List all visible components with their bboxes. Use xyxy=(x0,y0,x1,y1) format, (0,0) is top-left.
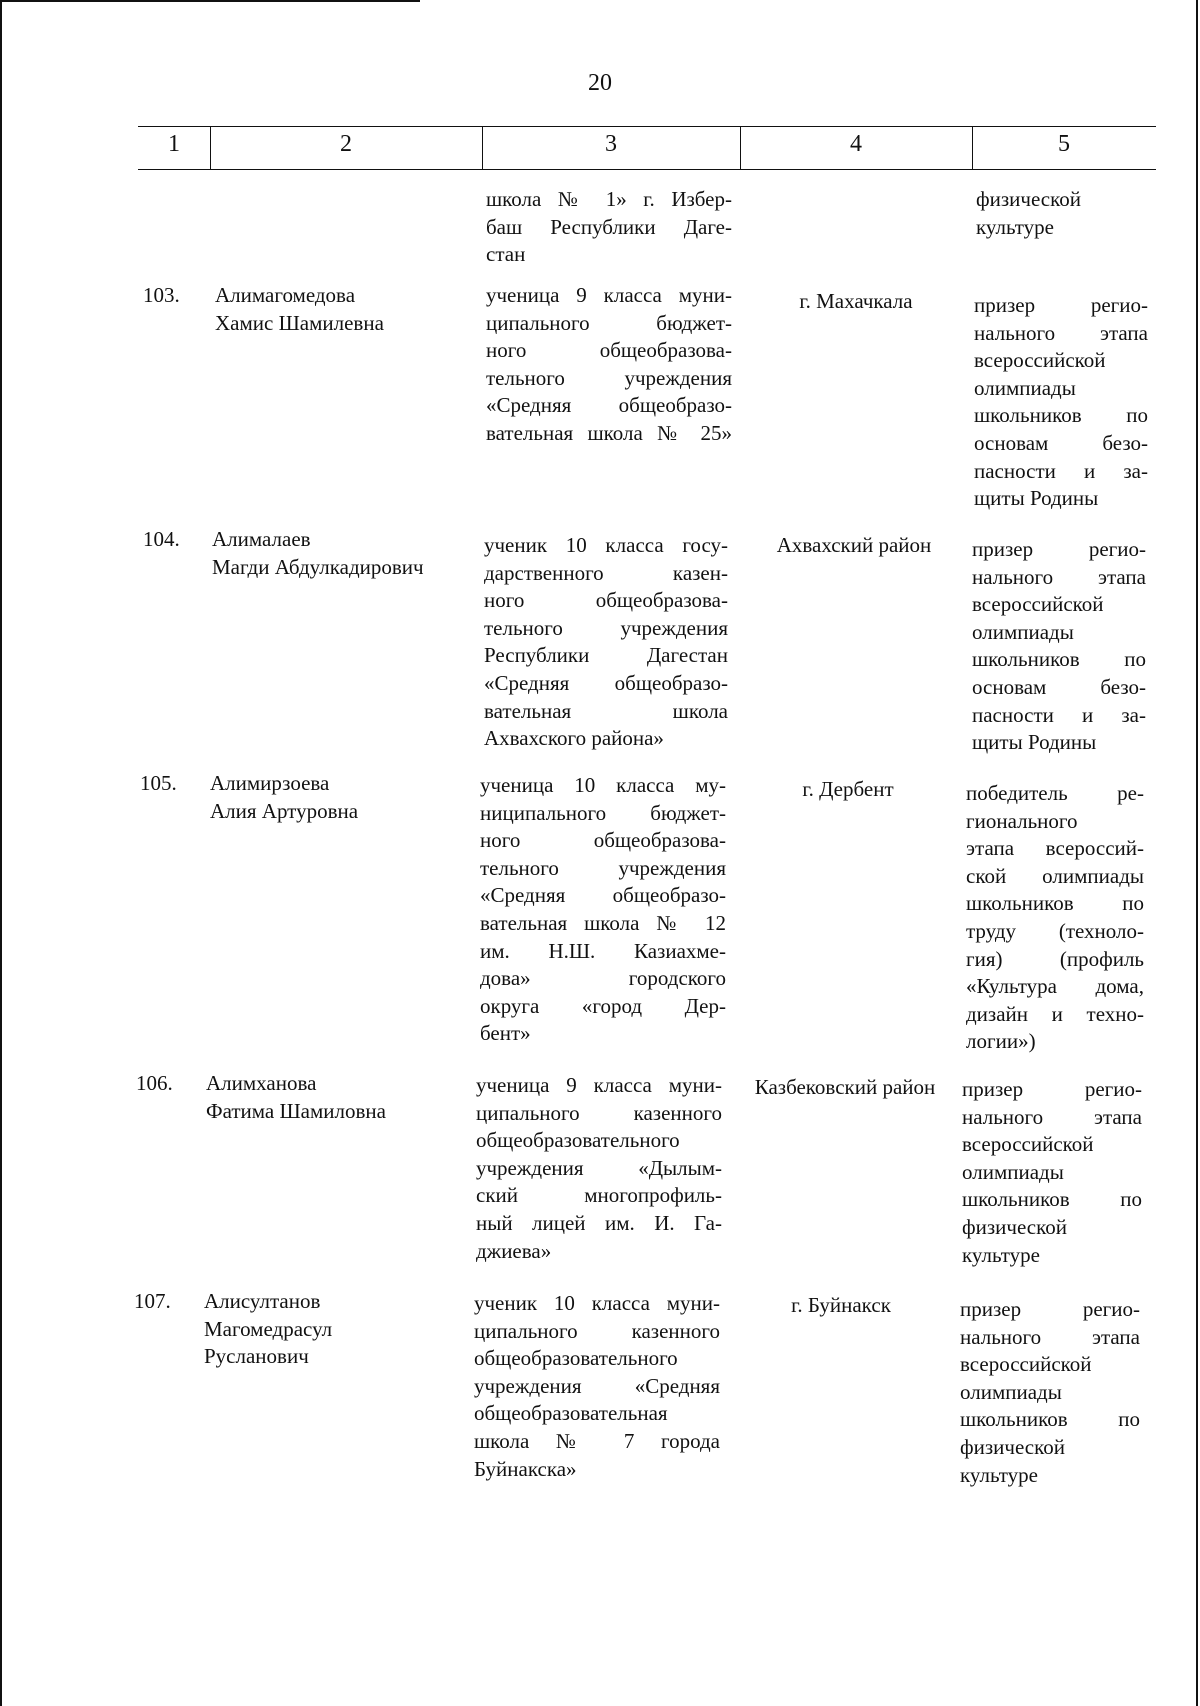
school-cell: ученик 10 класса госу- дарственного казен- ного общеобразова- тельного учреждения Республики Дагестан «Средняя общеобразо- вательная школа Ахвахского района» xyxy=(484,533,728,751)
place-cell: г. Махачкала xyxy=(799,289,913,313)
place-cell: Ахвахский район xyxy=(776,533,932,557)
name-cell: Алимагомедова Хамис Шамилевна xyxy=(215,283,384,335)
row-number: 103. xyxy=(143,283,180,307)
school-cell: ученица 10 класса му- ниципального бюджет- ного общеобразова- тельного учреждения «Средняя общеобразо- вательная школа № 12 им. Н.Ш. Казиахме- дова» городского округа «город Дер- бент» xyxy=(480,773,726,1046)
result-cell: призер регио- нального этапа всероссийской олимпиады школьников по физической культуре xyxy=(962,1077,1142,1267)
school-cell: ученица 9 класса муни- ципального казенного общеобразовательного учреждения «Дылым- ский многопрофиль- ный лицей им. И. Га- джиева» xyxy=(476,1073,722,1263)
name-cell: Алисултанов Магомедрасул Русланович xyxy=(204,1289,333,1369)
name-cell: Алималаев Магди Абдулкадирович xyxy=(212,527,424,579)
result-cell: призер регио- нального этапа всероссийской олимпиады школьников по основам безо- пасности и за- щиты Родины xyxy=(972,537,1146,755)
school-cell: ученица 9 класса муни- ципального бюджет- ного общеобразова- тельного учреждения «Средняя общеобразо- вательная школа № 25» xyxy=(486,283,732,445)
name-cell: Алимханова Фатима Шамиловна xyxy=(206,1071,386,1123)
scan-edge-left xyxy=(0,0,2,1706)
name-cell: Алимирзоева Алия Артуровна xyxy=(210,771,359,823)
column-header-2: 2 xyxy=(340,131,352,157)
scan-edge-right xyxy=(1196,0,1198,1706)
school-cell: ученик 10 класса муни- ципального казенного общеобразовательного учреждения «Средняя общеобразовательная школа № 7 города Буйнакска» xyxy=(474,1291,720,1481)
place-cell: г. Буйнакск xyxy=(791,1293,891,1317)
result-cell: призер регио- нального этапа всероссийской олимпиады школьников по основам безо- пасности и за- щиты Родины xyxy=(974,293,1148,511)
row-number: 107. xyxy=(134,1289,171,1313)
row-number: 105. xyxy=(140,771,177,795)
result-cell: победитель ре- гионального этапа всероссий- ской олимпиады школьников по труду (техноло- гия) (профиль «Культура дома, дизайн и техно- логии») xyxy=(966,781,1144,1054)
place-cell: Казбековский район xyxy=(754,1075,936,1099)
result-cell: физической культуре xyxy=(976,187,1081,239)
row-number: 104. xyxy=(143,527,180,551)
column-header-3: 3 xyxy=(605,131,617,157)
result-cell: призер регио- нального этапа всероссийской олимпиады школьников по физической культуре xyxy=(960,1297,1140,1487)
page-number: 20 xyxy=(588,70,612,96)
place-cell: г. Дербент xyxy=(802,777,894,801)
column-header-5: 5 xyxy=(1058,131,1070,157)
school-cell: школа № 1» г. Избер- баш Республики Даге- стан xyxy=(486,187,732,267)
row-number: 106. xyxy=(136,1071,173,1095)
scan-edge-top xyxy=(0,0,420,2)
column-header-row xyxy=(138,126,1156,170)
column-header-1: 1 xyxy=(168,131,180,157)
column-header-4: 4 xyxy=(850,131,862,157)
